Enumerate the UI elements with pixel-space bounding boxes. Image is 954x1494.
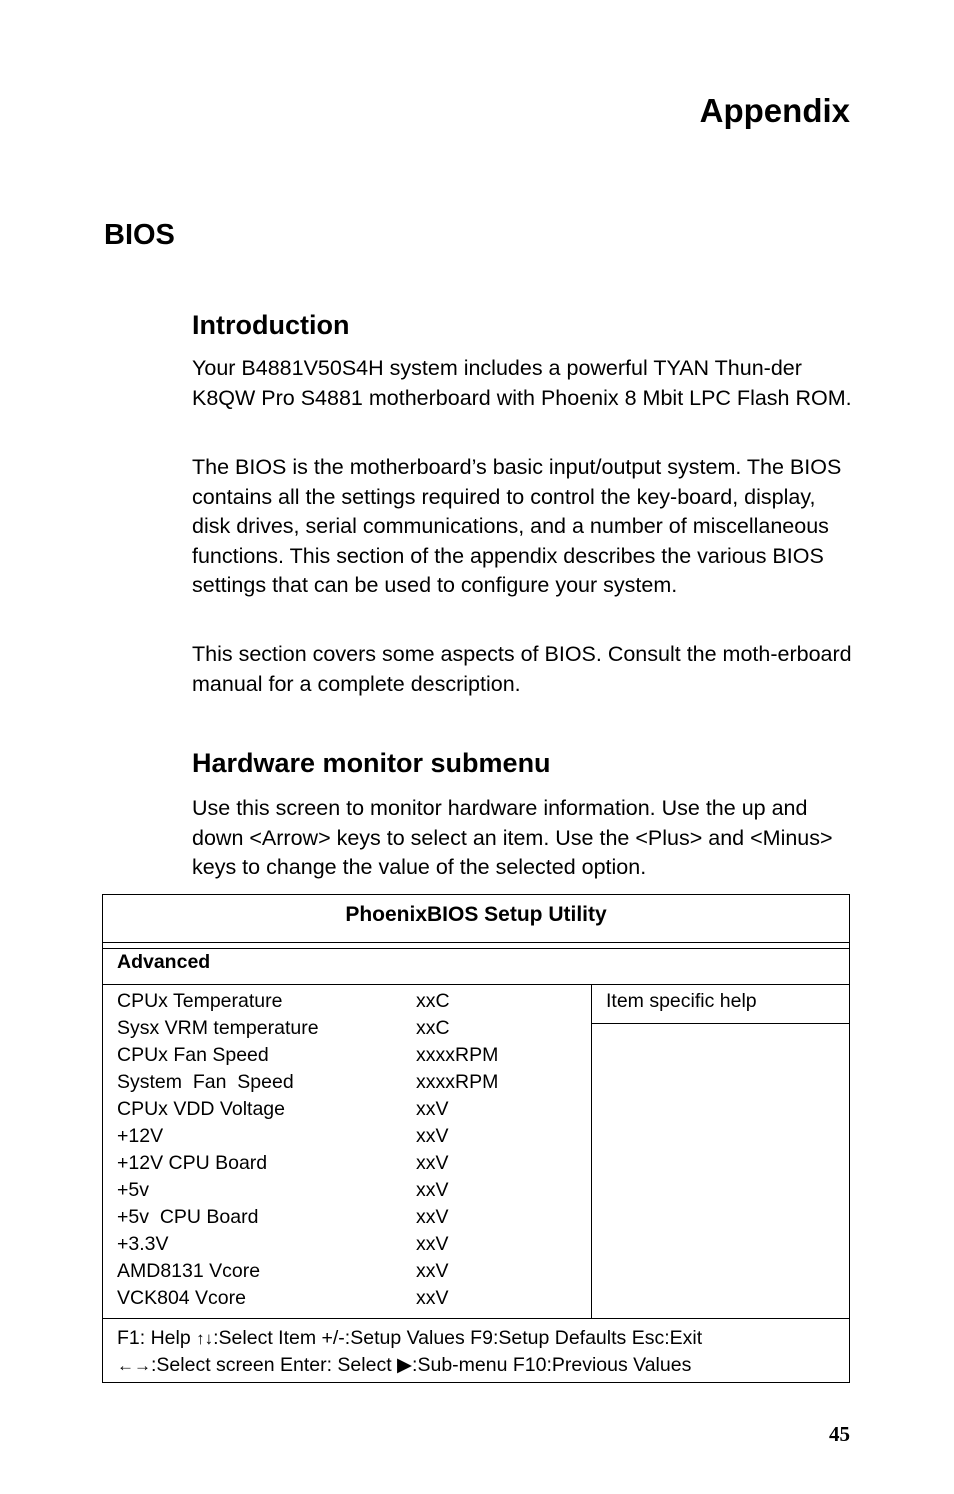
bios-key-legend [117,1325,702,1379]
bios-item-value: xxV [416,1152,449,1174]
intro-paragraph-1: Your B4881V50S4H system includes a powerful TYAN Thun-der K8QW Pro S4881 motherboard with Phoenix 8 Mbit LPC Flash ROM. [192,356,852,410]
bios-screen [102,894,850,1383]
bios-item-label: +12V [117,1125,164,1147]
bios-item-value: xxV [416,1233,449,1255]
bios-item[interactable] [117,1043,587,1070]
bios-tab-advanced[interactable]: Advanced [117,951,211,973]
bios-item[interactable] [117,1070,587,1097]
bios-item[interactable] [117,1178,587,1205]
key-legend-text: :Sub-menu F10:Previous Values [412,1354,692,1376]
bios-item-label: CPUx VDD Voltage [117,1098,285,1120]
bios-item-value: xxV [416,1125,449,1147]
divider [103,1318,849,1319]
bios-item-value: xxV [416,1179,449,1201]
bios-item-value: xxV [416,1287,449,1309]
divider [103,948,849,949]
bios-item[interactable] [117,1016,587,1043]
bios-item-value: xxV [416,1206,449,1228]
bios-item-label: Sysx VRM temperature [117,1017,319,1039]
bios-item-list [117,989,587,1313]
bios-item[interactable] [117,989,587,1016]
bios-item-value: xxV [416,1260,449,1282]
bios-item-label: +3.3V [117,1233,169,1255]
introduction-heading: Introduction [192,310,350,340]
bios-item[interactable] [117,1232,587,1259]
bios-item-value: xxV [416,1098,449,1120]
intro-paragraph-3: This section covers some aspects of BIOS. Consult the moth-erboard manual for a complete description. [192,642,852,696]
bios-item[interactable] [117,1259,587,1286]
bios-item[interactable] [117,1286,587,1313]
key-legend-text: :Select screen Enter: Select [151,1354,398,1376]
bios-item-value: xxC [416,1017,450,1039]
page-number: 45 [829,1422,850,1446]
left-right-arrows-icon: ←→ [117,1356,151,1375]
bios-item-label: CPUx Fan Speed [117,1044,269,1066]
hardware-monitor-paragraph: Use this screen to monitor hardware information. Use the up and down <Arrow> keys to select an item. Use the <Plus> and <Minus> keys to change the value of the selected option. [192,796,833,879]
key-legend-text: :Select Item +/-:Setup Values F9:Setup Defaults Esc:Exit [213,1327,703,1349]
divider [103,942,849,943]
key-legend-line-2 [117,1352,702,1379]
divider [103,984,849,985]
bios-item-label: CPUx Temperature [117,990,283,1012]
bios-item-label: VCK804 Vcore [117,1287,246,1309]
bios-item-value: xxC [416,990,450,1012]
intro-paragraph-2: The BIOS is the motherboard’s basic input/output system. The BIOS contains all the settings required to control the key-board, display, disk drives, serial communications, and a number of miscellaneous functions. This section of the appendix describes the various BIOS settings that can be used to configure your system. [192,455,842,597]
bios-item[interactable] [117,1124,587,1151]
bios-item-label: System Fan Speed [117,1071,294,1093]
bios-title: PhoenixBIOS Setup Utility [345,903,607,926]
bios-item-label: AMD8131 Vcore [117,1260,261,1282]
key-legend-text: F1: Help [117,1327,197,1349]
section-title: BIOS [104,219,175,251]
up-down-arrows-icon: ↑↓ [196,1329,214,1348]
bios-item[interactable] [117,1151,587,1178]
bios-item-label: +5v [117,1179,149,1201]
bios-item-value: xxxxRPM [416,1071,499,1093]
bios-item-value: xxxxRPM [416,1044,499,1066]
divider [591,1023,849,1024]
bios-item-label: +12V CPU Board [117,1152,268,1174]
chapter-title: Appendix [699,92,850,129]
bios-item[interactable] [117,1097,587,1124]
bios-item[interactable] [117,1205,587,1232]
hardware-monitor-heading: Hardware monitor submenu [192,748,551,778]
column-divider [591,984,592,1318]
bios-item-label: +5v CPU Board [117,1206,259,1228]
help-title: Item specific help [606,990,757,1012]
submenu-triangle-icon: ▶ [397,1354,413,1376]
key-legend-line-1 [117,1325,702,1352]
